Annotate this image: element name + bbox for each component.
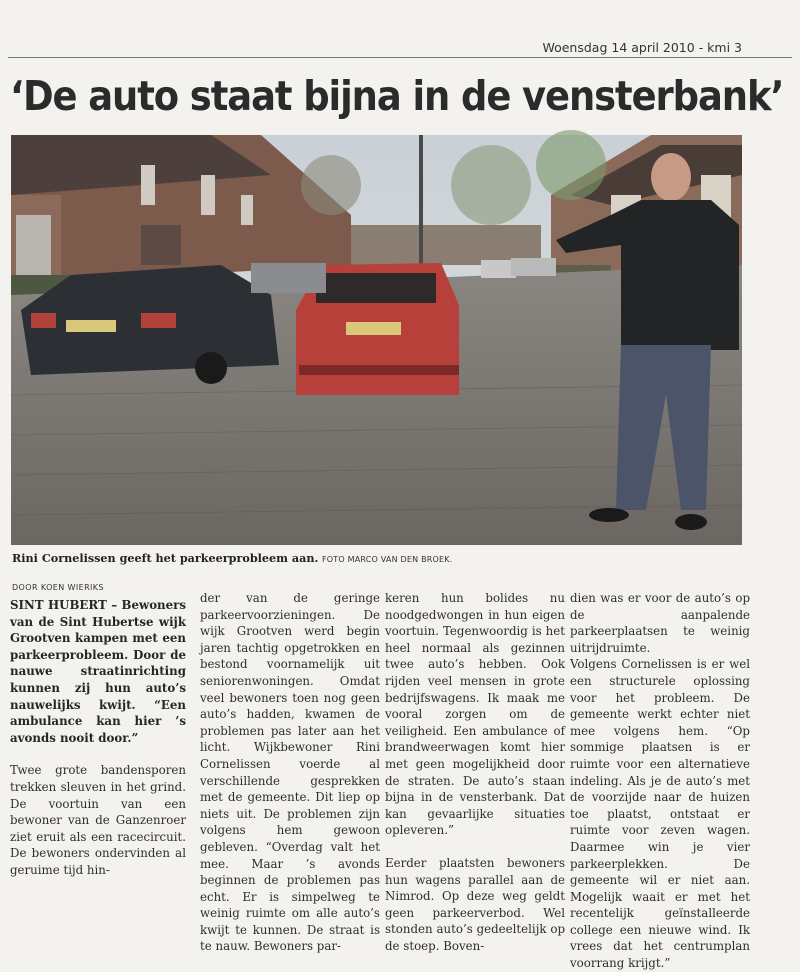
paragraph-gap — [10, 746, 186, 762]
article-paragraph: keren hun bolides nu noodgedwongen in hun eigen voortuin. Tegenwoordig is het heel normaal als gezinnen twee auto’s hebben. Ook rijden veel mensen in grote bedrijfswagens. Ik maak me vooral zorgen om de veiligheid. Een ambulance of brandweerwagen komt hier met geen mogelijkheid door de straten. De auto’s staan bijna in de vensterbank. Dat kan gevaarlijke situaties opleveren.” — [385, 591, 565, 838]
article-paragraph: Volgens Cornelissen is er wel een structurele oplossing voor het probleem. De gemeente werkt echter niet mee volgens hem. “Op sommige plaatsen is er ruimte voor een alternatieve indeling. Als je de auto’s met de voorzijde naar de huizen toe plaatst, ontstaat er ruimte voor zeven wagen. Daarmee win je vier parkeerplekken. De gemeente wil er niet aan. Mogelijk waait er met het recentelijk geïnstalleerde college een nieuwe wind. Ik vrees dat het centrumplan voorrang krijgt.” — [570, 657, 750, 971]
article-paragraph: dien was er voor de auto’s op de aanpalende parkeerplaatsen te weinig uitrijdruimte. — [570, 591, 750, 655]
article-column-3 — [385, 590, 565, 954]
article-paragraph: Twee grote bandensporen trekken sleuven in het grind. De voortuin van een bewoner van de Ganzenroer ziet eruit als een racecircuit. De bewoners ondervinden al geruime tijd hin- — [10, 763, 186, 877]
article-paragraph: der van de geringe parkeervoorzieningen. De wijk Grootven werd begin jaren tachtig opgetrokken en bestond voornamelijk uit seniorenwoningen. Omdat veel bewoners toen nog geen auto’s hadden, kwamen de problemen pas later aan het licht. Wijkbewoner Rini Cornelissen voerde al verschillende gesprekken met de gemeente. Dit liep op niets uit. De problemen zijn volgens hem gewoon gebleven. “Overdag valt het mee. Maar ’s avonds beginnen de problemen pas echt. Er is simpelweg te weinig ruimte om alle auto’s kwijt te kunnen. De straat is te nauw. Bewoners par- — [200, 591, 380, 954]
photo-caption — [12, 551, 452, 565]
article-photo — [11, 135, 742, 545]
byline: DOOR KOEN WIERIKS — [12, 583, 104, 592]
headline: ‘De auto staat bijna in de vensterbank’ — [10, 72, 784, 120]
article-lead: SINT HUBERT – Bewoners van de Sint Hubertse wijk Grootven kampen met een parkeerprobleem. Door de nauwe straatinrichting kunnen zij hun auto’s nauwelijks kwijt. “Een ambulance kan hier ’s avonds nooit door.” — [10, 598, 186, 745]
header-rule — [8, 57, 792, 58]
photo-icon — [11, 135, 742, 545]
dateline: Woensdag 14 april 2010 - kmi 3 — [542, 40, 742, 55]
paragraph-gap — [385, 839, 565, 855]
article-column-4 — [570, 590, 750, 972]
caption-text: Rini Cornelissen geeft het parkeerprobleem aan. — [12, 551, 319, 565]
article-column-2 — [200, 590, 380, 955]
article-paragraph: Eerder plaatsten bewoners hun wagens parallel aan de Nimrod. Op deze weg geldt geen parkeerverbod. Wel stonden auto’s gedeeltelijk op de stoep. Boven- — [385, 855, 565, 953]
article-column-1 — [10, 597, 186, 879]
photo-credit: FOTO MARCO VAN DEN BROEK. — [321, 555, 453, 564]
